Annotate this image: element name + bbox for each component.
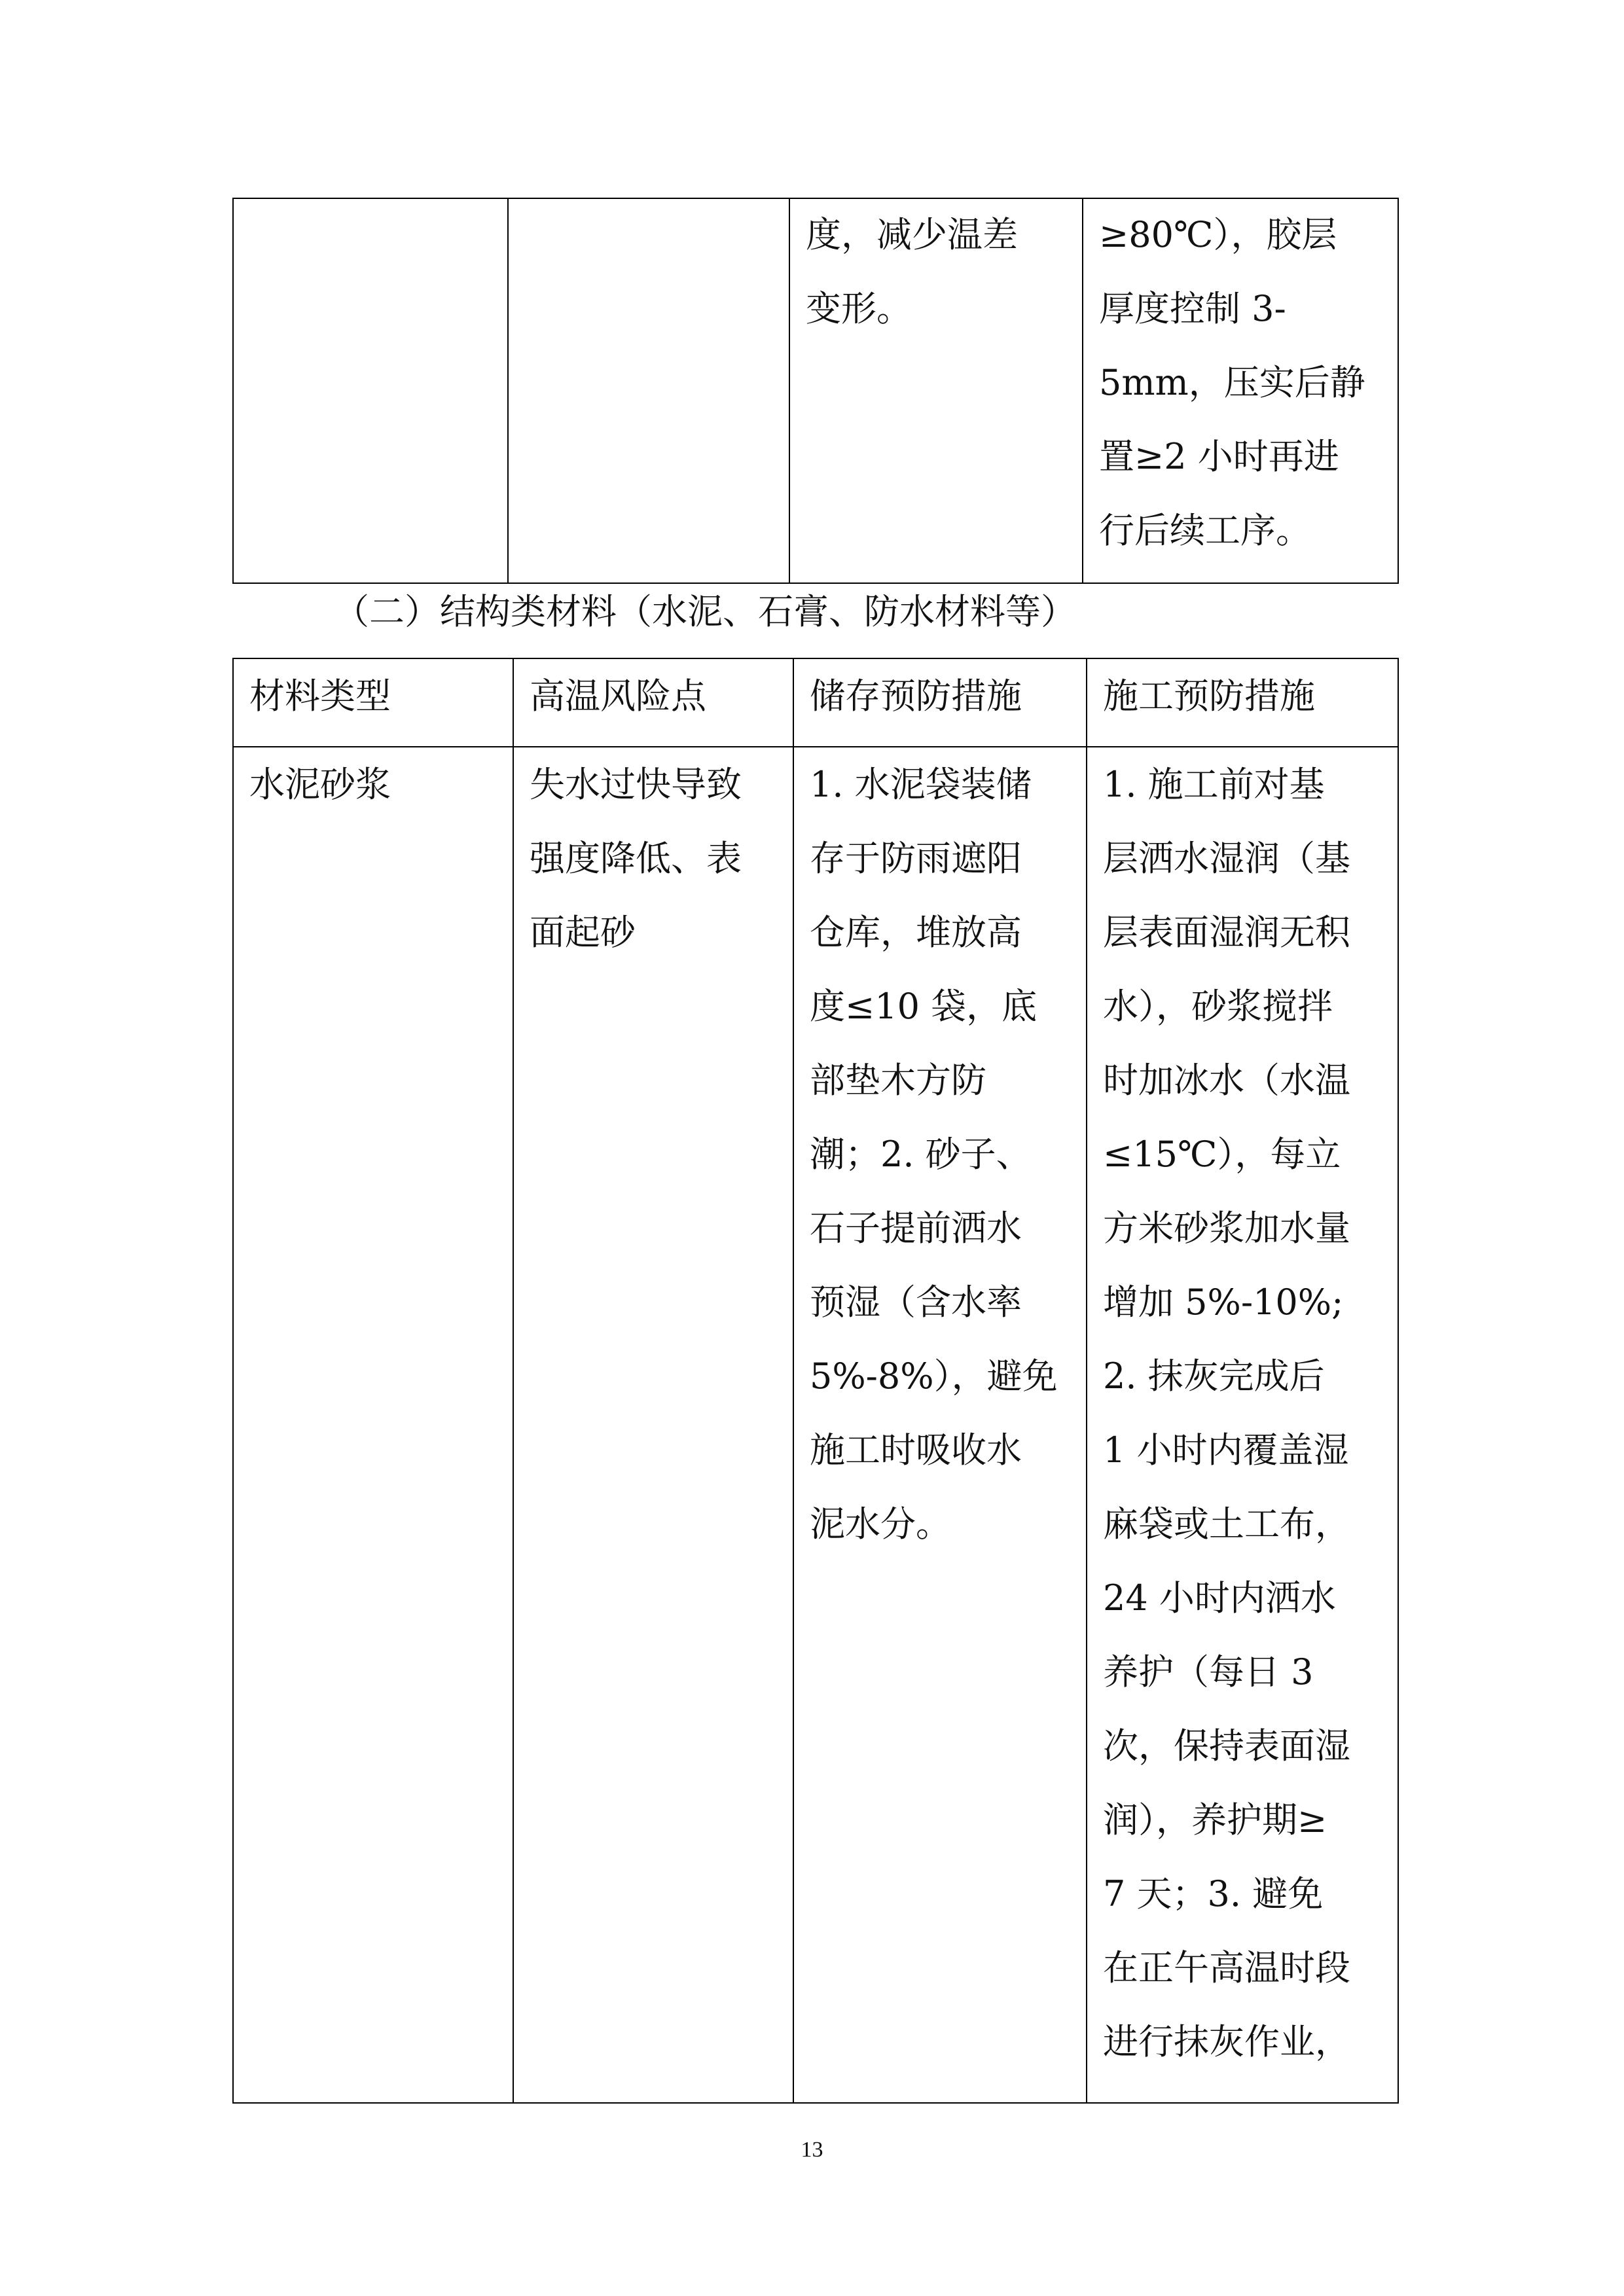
header-material-type: 材料类型 <box>249 675 391 717</box>
table-header-cell <box>793 658 1087 747</box>
table-row <box>233 198 1398 583</box>
cell-construction: 1. 施工前对基 层洒水湿润（基 层表面湿润无积 水），砂浆搅拌 时加冰水（水温 ≤15℃），每立 方米砂浆加水量 增加 5%-10%; 2. 抹灰完成后 1 小时内覆盖湿 麻袋或土工布， 24 小时内洒水 养护（每日 3 次，保持表面湿 润），养护期≥ 7 天；3. 避免 在正午高温时段 进行抹灰作业， <box>1103 764 1350 2062</box>
cell-text: ≥80℃），胶层 厚度控制 3- 5mm，压实后静 置≥2 小时再进 行后续工序。 <box>1099 214 1365 551</box>
table-cell <box>513 747 793 2103</box>
header-storage-measures: 储存预防措施 <box>810 675 1022 717</box>
table-cell <box>233 198 508 583</box>
table-header-row <box>233 658 1398 747</box>
table-cell <box>789 198 1083 583</box>
table-cell <box>1087 747 1398 2103</box>
materials-table <box>232 658 1399 2104</box>
continued-table <box>232 198 1399 584</box>
cell-material: 水泥砂浆 <box>249 764 391 805</box>
page-number: 13 <box>801 2138 823 2162</box>
header-high-temp-risk: 高温风险点 <box>530 675 706 717</box>
cell-risk: 失水过快导致 强度降低、表 面起砂 <box>530 764 742 953</box>
header-construction-measures: 施工预防措施 <box>1103 675 1315 717</box>
table-row <box>233 747 1398 2103</box>
table-header-cell <box>1087 658 1398 747</box>
section-heading: （二）结构类材料（水泥、石膏、防水材料等） <box>334 591 1076 632</box>
table-cell <box>1083 198 1398 583</box>
cell-storage: 1. 水泥袋装储 存于防雨遮阳 仓库，堆放高 度≤10 袋，底 部垫木方防 潮；2. 砂子、 石子提前洒水 预湿（含水率 5%-8%），避免 施工时吸收水 泥水分。 <box>810 764 1058 1545</box>
table-cell <box>508 198 789 583</box>
table-cell <box>233 747 513 2103</box>
table-header-cell <box>513 658 793 747</box>
table-header-cell <box>233 658 513 747</box>
table-cell <box>793 747 1087 2103</box>
cell-text: 度，减少温差 变形。 <box>806 214 1018 329</box>
